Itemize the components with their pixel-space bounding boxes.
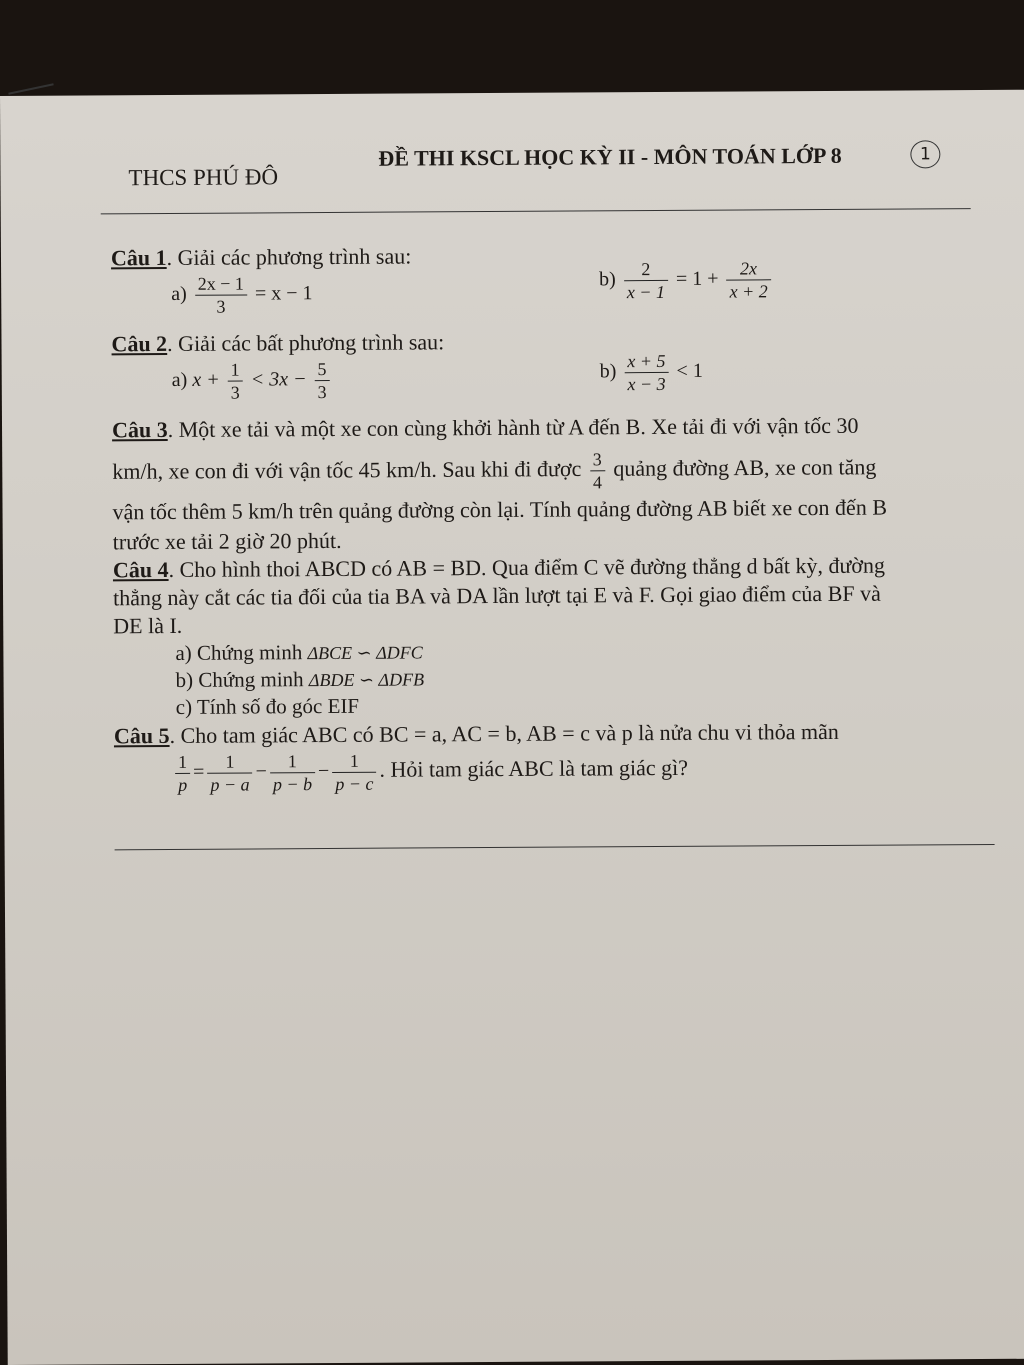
question-5-line-1: Câu 5. Cho tam giác ABC có BC = a, AC = b, AB = c và p là nửa chu vi thỏa mãn	[113, 718, 839, 749]
q5-fraction-1: $\frac{1}{p - a}$	[207, 750, 252, 795]
question-5-label: Câu 5	[113, 722, 170, 749]
exam-title: ĐỀ THI KSCL HỌC KỲ II - MÔN TOÁN LỚP 8	[378, 142, 842, 171]
q1b-fraction-2: $\frac{2x}{x + 2}$	[726, 257, 770, 302]
q5-fraction-2: $\frac{1}{p - b}$	[270, 750, 315, 795]
q1a-rhs: = x − 1	[254, 282, 313, 305]
q3-fraction: $\frac{3}{4}$	[590, 448, 605, 493]
question-2-label: Câu 2	[111, 330, 168, 357]
q2b-rhs: < 1	[676, 359, 703, 382]
q4-part-a: a) Chứng minh ΔBCE ∽ ΔDFC	[175, 640, 423, 665]
question-3-label: Câu 3	[111, 416, 168, 443]
q2a-fraction-1: $\frac{1}{3}$	[228, 359, 243, 404]
question-3-line-1: Câu 3. Một xe tải và một xe con cùng khởi hành từ A đến B. Xe tải đi với vận tốc 30	[111, 412, 859, 443]
question-2	[111, 329, 444, 357]
q2b-prefix: b)	[599, 360, 617, 383]
q1b-mid: = 1 +	[675, 267, 719, 290]
question-1-label: Câu 1	[110, 244, 167, 271]
question-4-line-3: DE là I.	[113, 612, 183, 639]
header-rule	[101, 208, 971, 214]
q2a-lhs: x +	[192, 368, 220, 391]
question-1	[111, 243, 411, 271]
school-name: THCS PHÚ ĐÔ	[128, 164, 279, 191]
exam-paper	[0, 90, 1024, 1365]
question-4-label: Câu 4	[112, 556, 169, 583]
q1a-prefix: a)	[171, 282, 187, 306]
q5-question: . Hỏi tam giác ABC là tam giác gì?	[379, 754, 689, 782]
q1b-prefix: b)	[599, 268, 616, 291]
question-3-line-4: trước xe tải 2 giờ 20 phút.	[112, 527, 342, 555]
footer-rule	[115, 844, 995, 850]
q1a-fraction: $\frac{2x - 1}{3}$	[195, 272, 247, 317]
q1-part-a	[171, 272, 313, 318]
q2a-mid: < 3x −	[250, 368, 307, 391]
question-1-text: . Giải các phương trình sau:	[166, 243, 412, 270]
question-5-equation: $\frac{1}{p}$ = $\frac{1}{p - a}$ − $\frac{1}{p - b}$ − $\frac{1}{p - c}$ . Hỏi tam giác ABC là tam giác gì?	[172, 748, 688, 796]
q4-part-b: b) Chứng minh ΔBDE ∽ ΔDFB	[175, 667, 425, 692]
q1b-fraction-1: $\frac{2}{x - 1}$	[624, 258, 668, 303]
q5-fraction-0: $\frac{1}{p}$	[175, 751, 190, 796]
q4a-math: ΔBCE ∽ ΔDFC	[307, 642, 423, 664]
q2-part-b	[600, 350, 703, 396]
q4-part-c: c) Tính số đo góc EIF	[175, 693, 360, 719]
q2-part-a	[172, 358, 333, 404]
q5-fraction-3: $\frac{1}{p - c}$	[332, 750, 376, 795]
q1-part-b	[599, 257, 774, 303]
q2a-fraction-2: $\frac{5}{3}$	[314, 358, 329, 403]
q4b-math: ΔBDE ∽ ΔDFB	[308, 669, 425, 691]
q2a-prefix: a)	[171, 368, 188, 392]
page-number-circle: 1	[910, 140, 940, 168]
question-2-text: . Giải các bất phương trình sau:	[167, 329, 445, 356]
pen-mark	[8, 83, 53, 95]
question-4-line-1: Câu 4. Cho hình thoi ABCD có AB = BD. Qua điểm C vẽ đường thẳng d bất kỳ, đường	[112, 552, 886, 583]
question-3-line-2: km/h, xe con đi với vận tốc 45 km/h. Sau khi đi được $\frac{3}{4}$ quảng đường AB, xe con tăng	[112, 449, 877, 493]
question-4-line-2: thẳng này cắt các tia đối của tia BA và DA lần lượt tại E và F. Gọi giao điểm của BF và	[112, 580, 881, 611]
question-3-line-3: vận tốc thêm 5 km/h trên quảng đường còn lại. Tính quảng đường AB biết xe con đến B	[112, 494, 888, 525]
q2b-fraction: $\frac{x + 5}{x - 3}$	[624, 350, 668, 395]
